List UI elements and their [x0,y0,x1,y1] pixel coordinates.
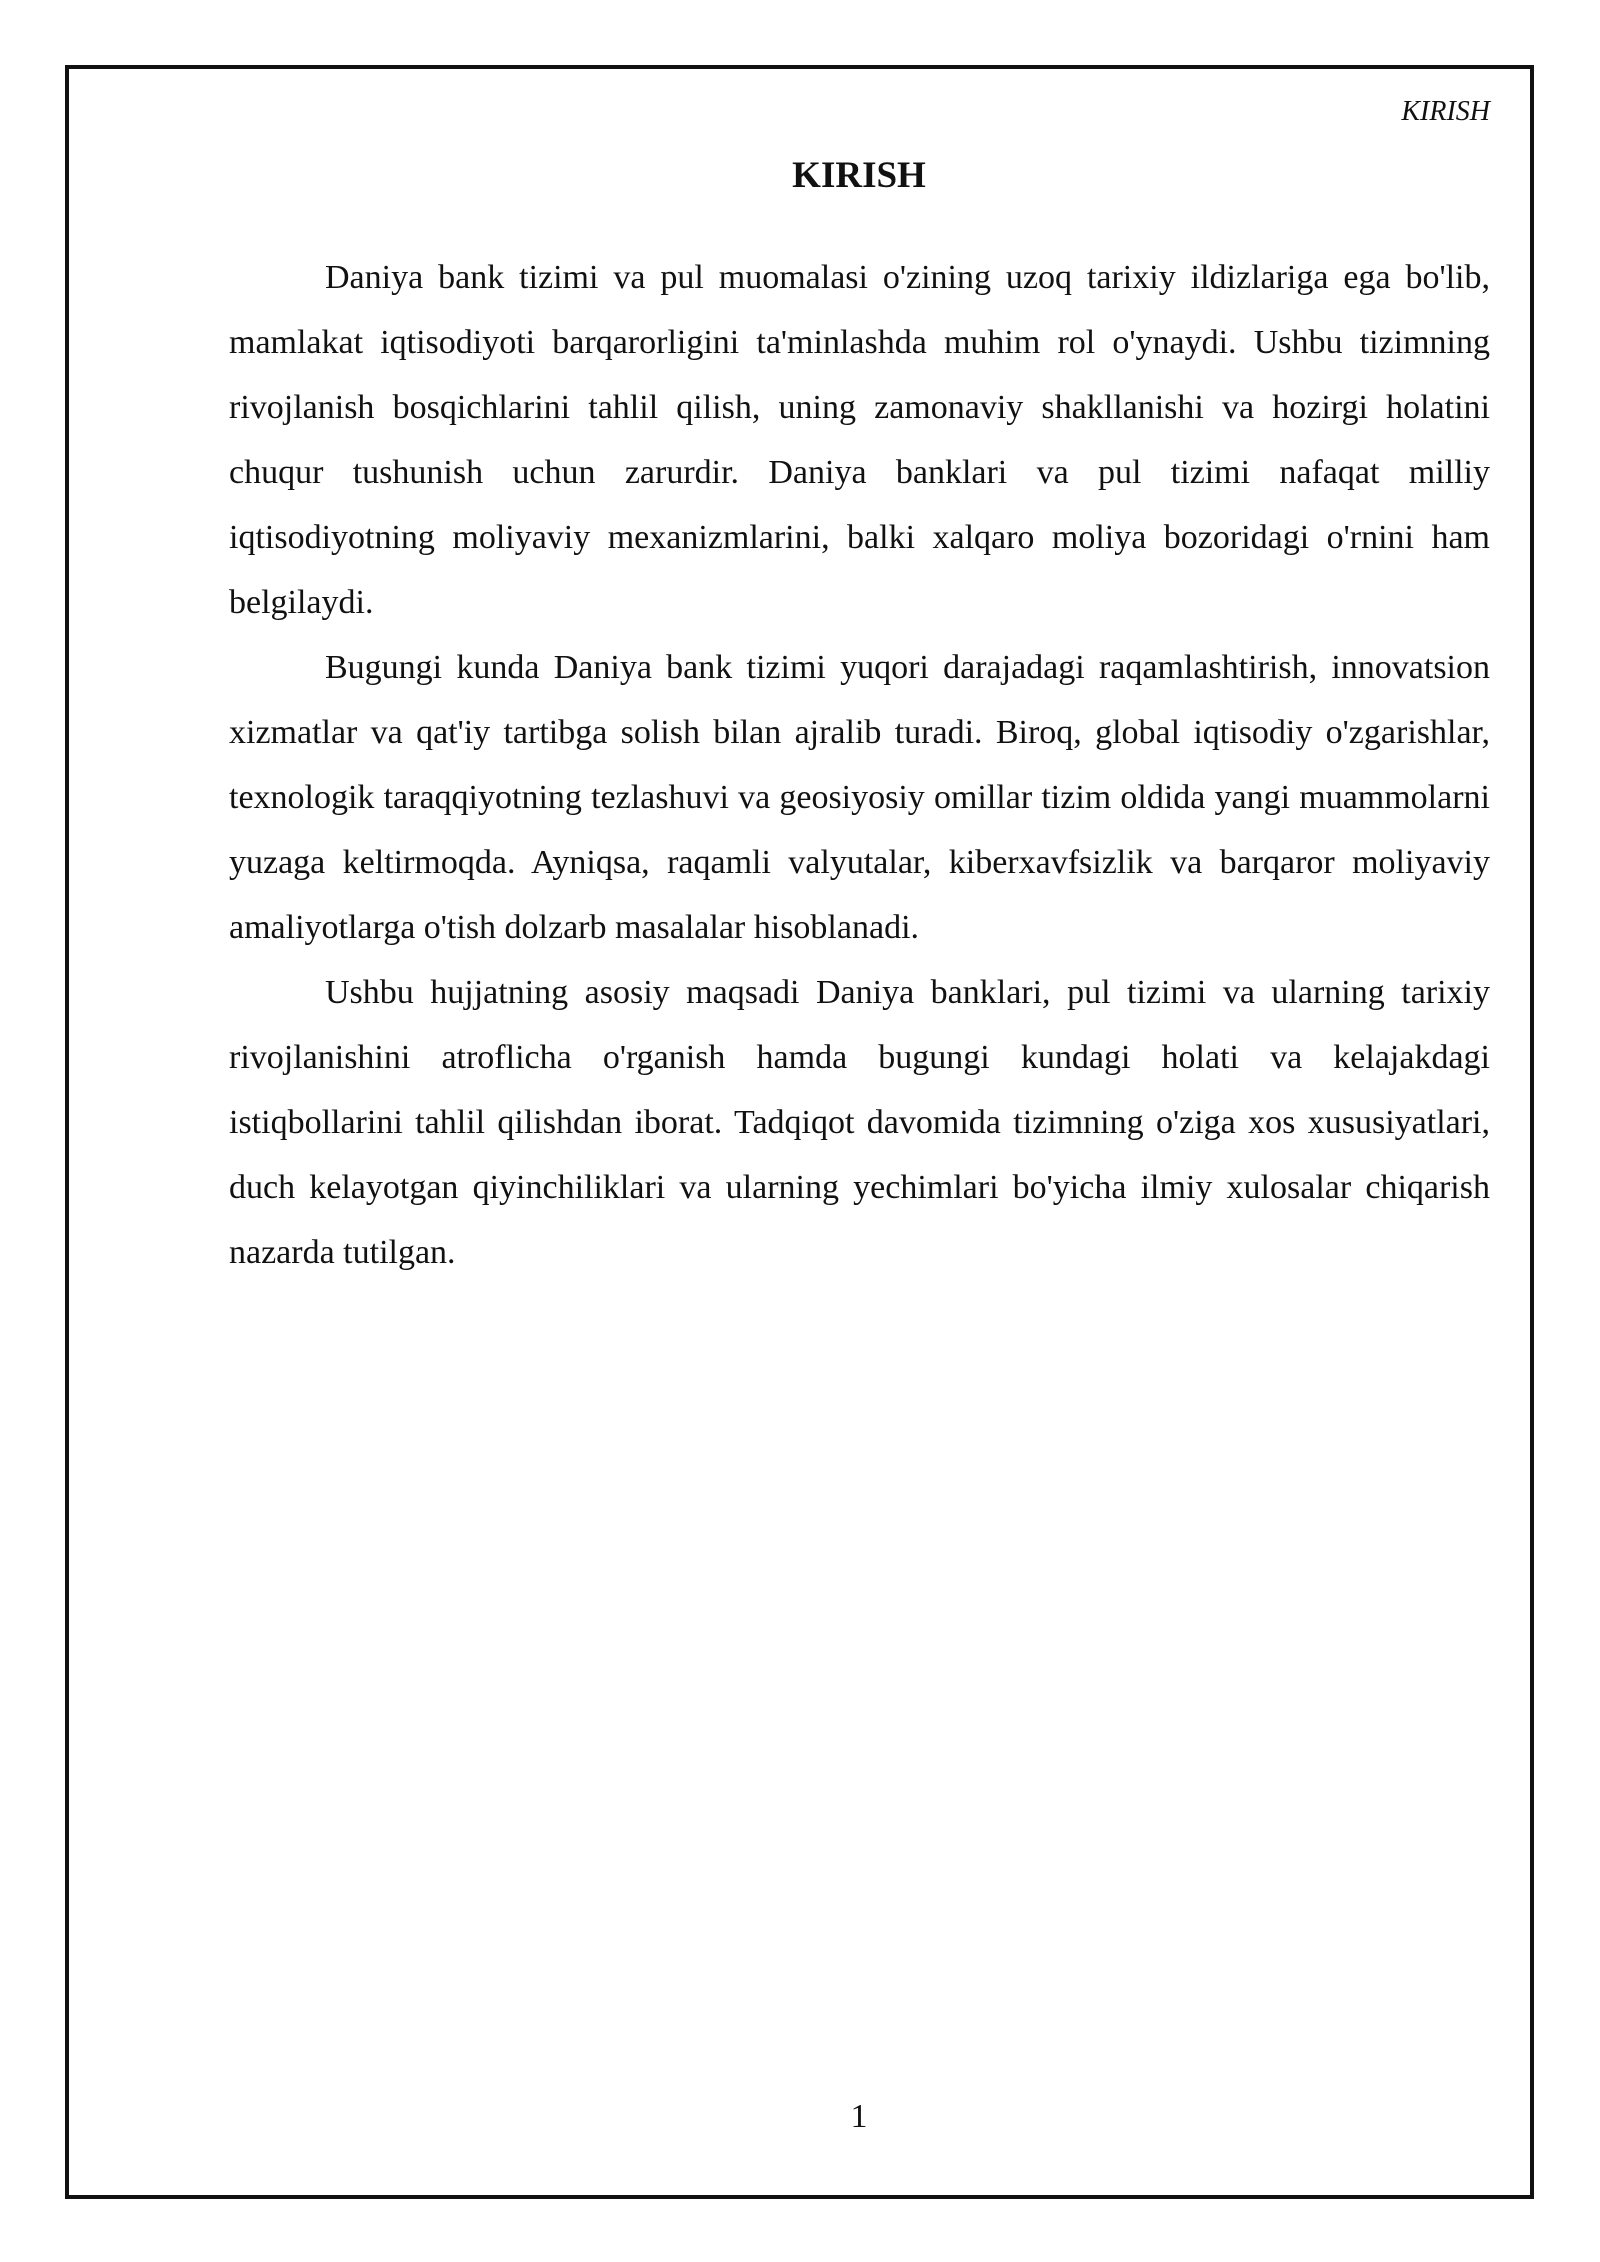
page-number: 1 [850,2098,868,2135]
paragraph-1: Daniya bank tizimi va pul muomalasi o'zining uzoq tarixiy ildizlariga ega bo'lib, mamlakat iqtisodiyoti barqarorligini ta'minlashda muhim rol o'ynaydi. Ushbu tizimning rivojlanish bosqichlarini tahlil qilish, uning zamonaviy shakllanishi va hozirgi holatini chuqur tushunish uchun zarurdir. Daniya banklari va pul tizimi nafaqat milliy iqtisodiyotning moliyaviy mexanizmlarini, balki xalqaro moliya bozoridagi o'rnini ham belgilaydi. [229,259,1490,621]
paragraph-3: Ushbu hujjatning asosiy maqsadi Daniya banklari, pul tizimi va ularning tarixiy rivojlanishini atroflicha o'rganish hamda bugungi kundagi holati va kelajakdagi istiqbollarini tahlil qilishdan iborat. Tadqiqot davomida tizimning o'ziga xos xususiyatlari, duch kelayotgan qiyinchiliklari va ularning yechimlari bo'yicha ilmiy xulosalar chiqarish nazarda tutilgan. [229,974,1490,1271]
paragraph-2: Bugungi kunda Daniya bank tizimi yuqori darajadagi raqamlashtirish, innovatsion xizmatlar va qat'iy tartibga solish bilan ajralib turadi. Biroq, global iqtisodiy o'zgarishlar, texnologik taraqqiyotning tezlashuvi va geosiyosiy omillar tizim oldida yangi muammolarni yuzaga keltirmoqda. Ayniqsa, raqamli valyutalar, kiberxavfsizlik va barqaror moliyaviy amaliyotlarga o'tish dolzarb masalalar hisoblanadi. [229,649,1490,946]
body-text [229,245,1490,1285]
page-title: KIRISH [792,155,926,196]
running-header: KIRISH [1401,96,1490,127]
